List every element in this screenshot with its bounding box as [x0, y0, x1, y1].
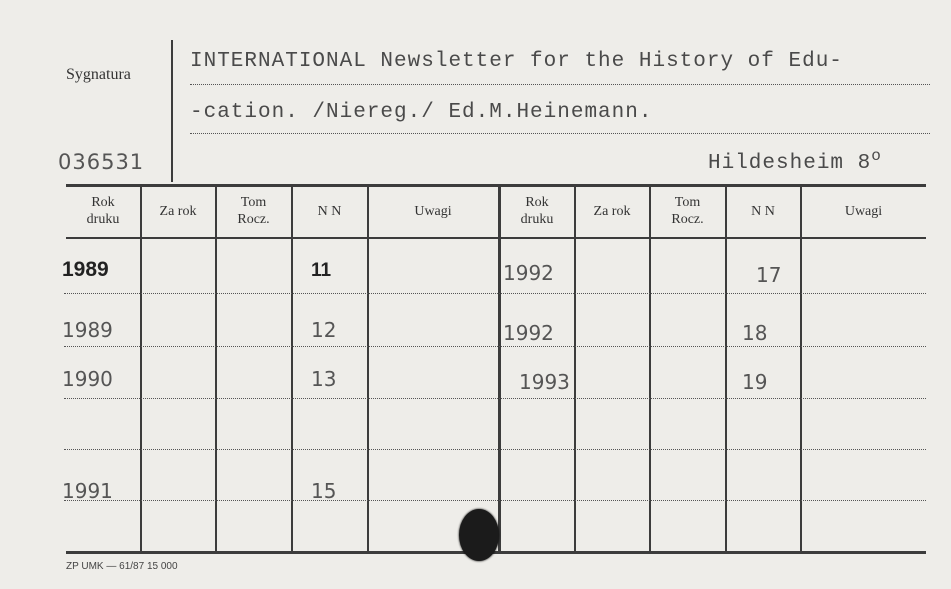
header-rok-druku: Rok druku [520, 195, 554, 227]
title-line-1: INTERNATIONAL Newsletter for the History of Edu- [190, 50, 843, 73]
row-dots [64, 398, 926, 399]
left-nn-1: 11 [311, 260, 332, 281]
left-rok-3: 1990 [62, 367, 113, 391]
signature-number: 036531 [58, 150, 145, 174]
col-line [291, 186, 293, 552]
left-nn-2: 12 [311, 318, 337, 342]
header-nn: N N [317, 204, 342, 219]
row-dots [64, 293, 926, 294]
title-line-2: -cation. /Niereg./ Ed.M.Heinemann. [190, 101, 653, 124]
footer-print-code: ZP UMK — 61/87 15 000 [66, 561, 178, 572]
header-uwagi: Uwagi [414, 204, 452, 219]
col-line [367, 186, 369, 552]
title-dots-2 [190, 133, 930, 134]
format-degree: o [871, 147, 882, 165]
row-dots [64, 500, 926, 501]
right-rok-2: 1992 [503, 321, 554, 345]
left-nn-3: 13 [311, 367, 337, 391]
header-za-rok: Za rok [159, 204, 197, 219]
col-line-center [498, 186, 501, 552]
col-line [800, 186, 802, 552]
header-za-rok: Za rok [593, 204, 631, 219]
left-rok-1: 1989 [62, 258, 109, 281]
left-rok-5: 1991 [62, 479, 113, 503]
header-rok-druku: Rok druku [86, 195, 120, 227]
header-tom-rocz: Tom Rocz. [237, 195, 270, 227]
col-line [215, 186, 217, 552]
title-dots-1 [190, 84, 930, 85]
row-dots [64, 346, 926, 347]
publication-place [708, 147, 882, 175]
header-rule [66, 237, 926, 239]
col-line [649, 186, 651, 552]
right-rok-3: 1993 [519, 370, 570, 394]
right-nn-2: 18 [742, 321, 768, 345]
right-nn-3: 19 [742, 370, 768, 394]
col-line [725, 186, 727, 552]
table-bottom-rule [66, 551, 926, 554]
left-rok-2: 1989 [62, 318, 113, 342]
place-text: Hildesheim 8 [708, 152, 872, 175]
header-nn: N N [751, 204, 775, 219]
table-top-rule [66, 184, 926, 187]
right-nn-1: 17 [756, 263, 782, 287]
col-line [140, 186, 142, 552]
punch-hole [459, 509, 499, 561]
col-line [574, 186, 576, 552]
left-nn-5: 15 [311, 479, 337, 503]
header-tom-rocz: Tom Rocz. [671, 195, 704, 227]
row-dots [64, 449, 926, 450]
header-uwagi: Uwagi [844, 204, 883, 219]
right-rok-1: 1992 [503, 261, 554, 285]
signature-divider [171, 40, 173, 182]
sygnatura-label: Sygnatura [66, 66, 131, 83]
